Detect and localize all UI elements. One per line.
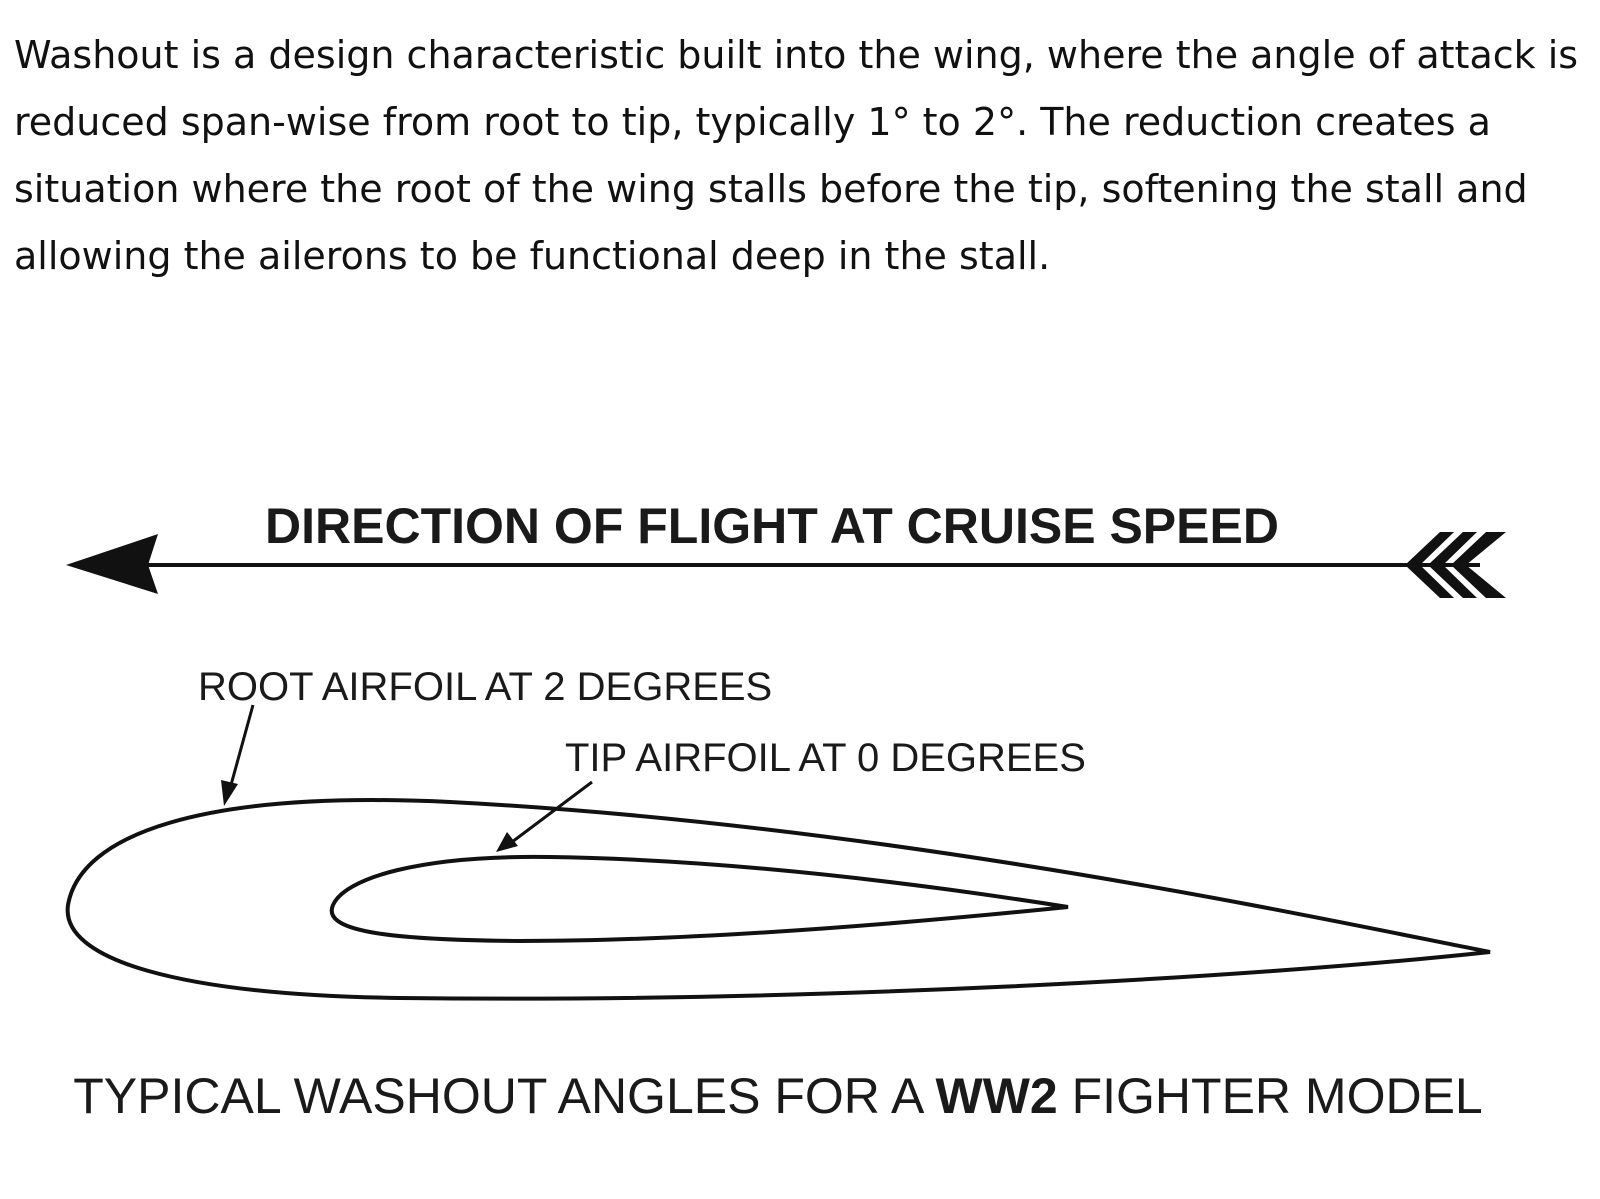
tip-airfoil-outline (332, 857, 1068, 941)
tip-airfoil-label: TIP AIRFOIL AT 0 DEGREES (565, 736, 1086, 780)
caption-bold: WW2 (935, 1068, 1058, 1124)
caption-prefix: TYPICAL WASHOUT ANGLES FOR A (73, 1068, 936, 1124)
intro-paragraph: Washout is a design characteristic built into the wing, where the angle of attack is reduced span-wise from root to tip, typically 1° to 2°. The reduction creates a situation where the root of the wing stalls before the tip, softening the stall and allowing the ailerons to be functional deep in the stall. (14, 33, 1579, 278)
root-airfoil-label: ROOT AIRFOIL AT 2 DEGREES (198, 665, 773, 709)
flight-direction-label: DIRECTION OF FLIGHT AT CRUISE SPEED (265, 498, 1279, 554)
root-pointer-arrow (221, 705, 253, 806)
caption-suffix: FIGHTER MODEL (1057, 1068, 1483, 1124)
root-airfoil-outline (68, 800, 1490, 999)
diagram-caption (73, 1068, 1483, 1124)
tip-pointer-arrow (496, 782, 592, 852)
arrowhead (66, 534, 158, 594)
